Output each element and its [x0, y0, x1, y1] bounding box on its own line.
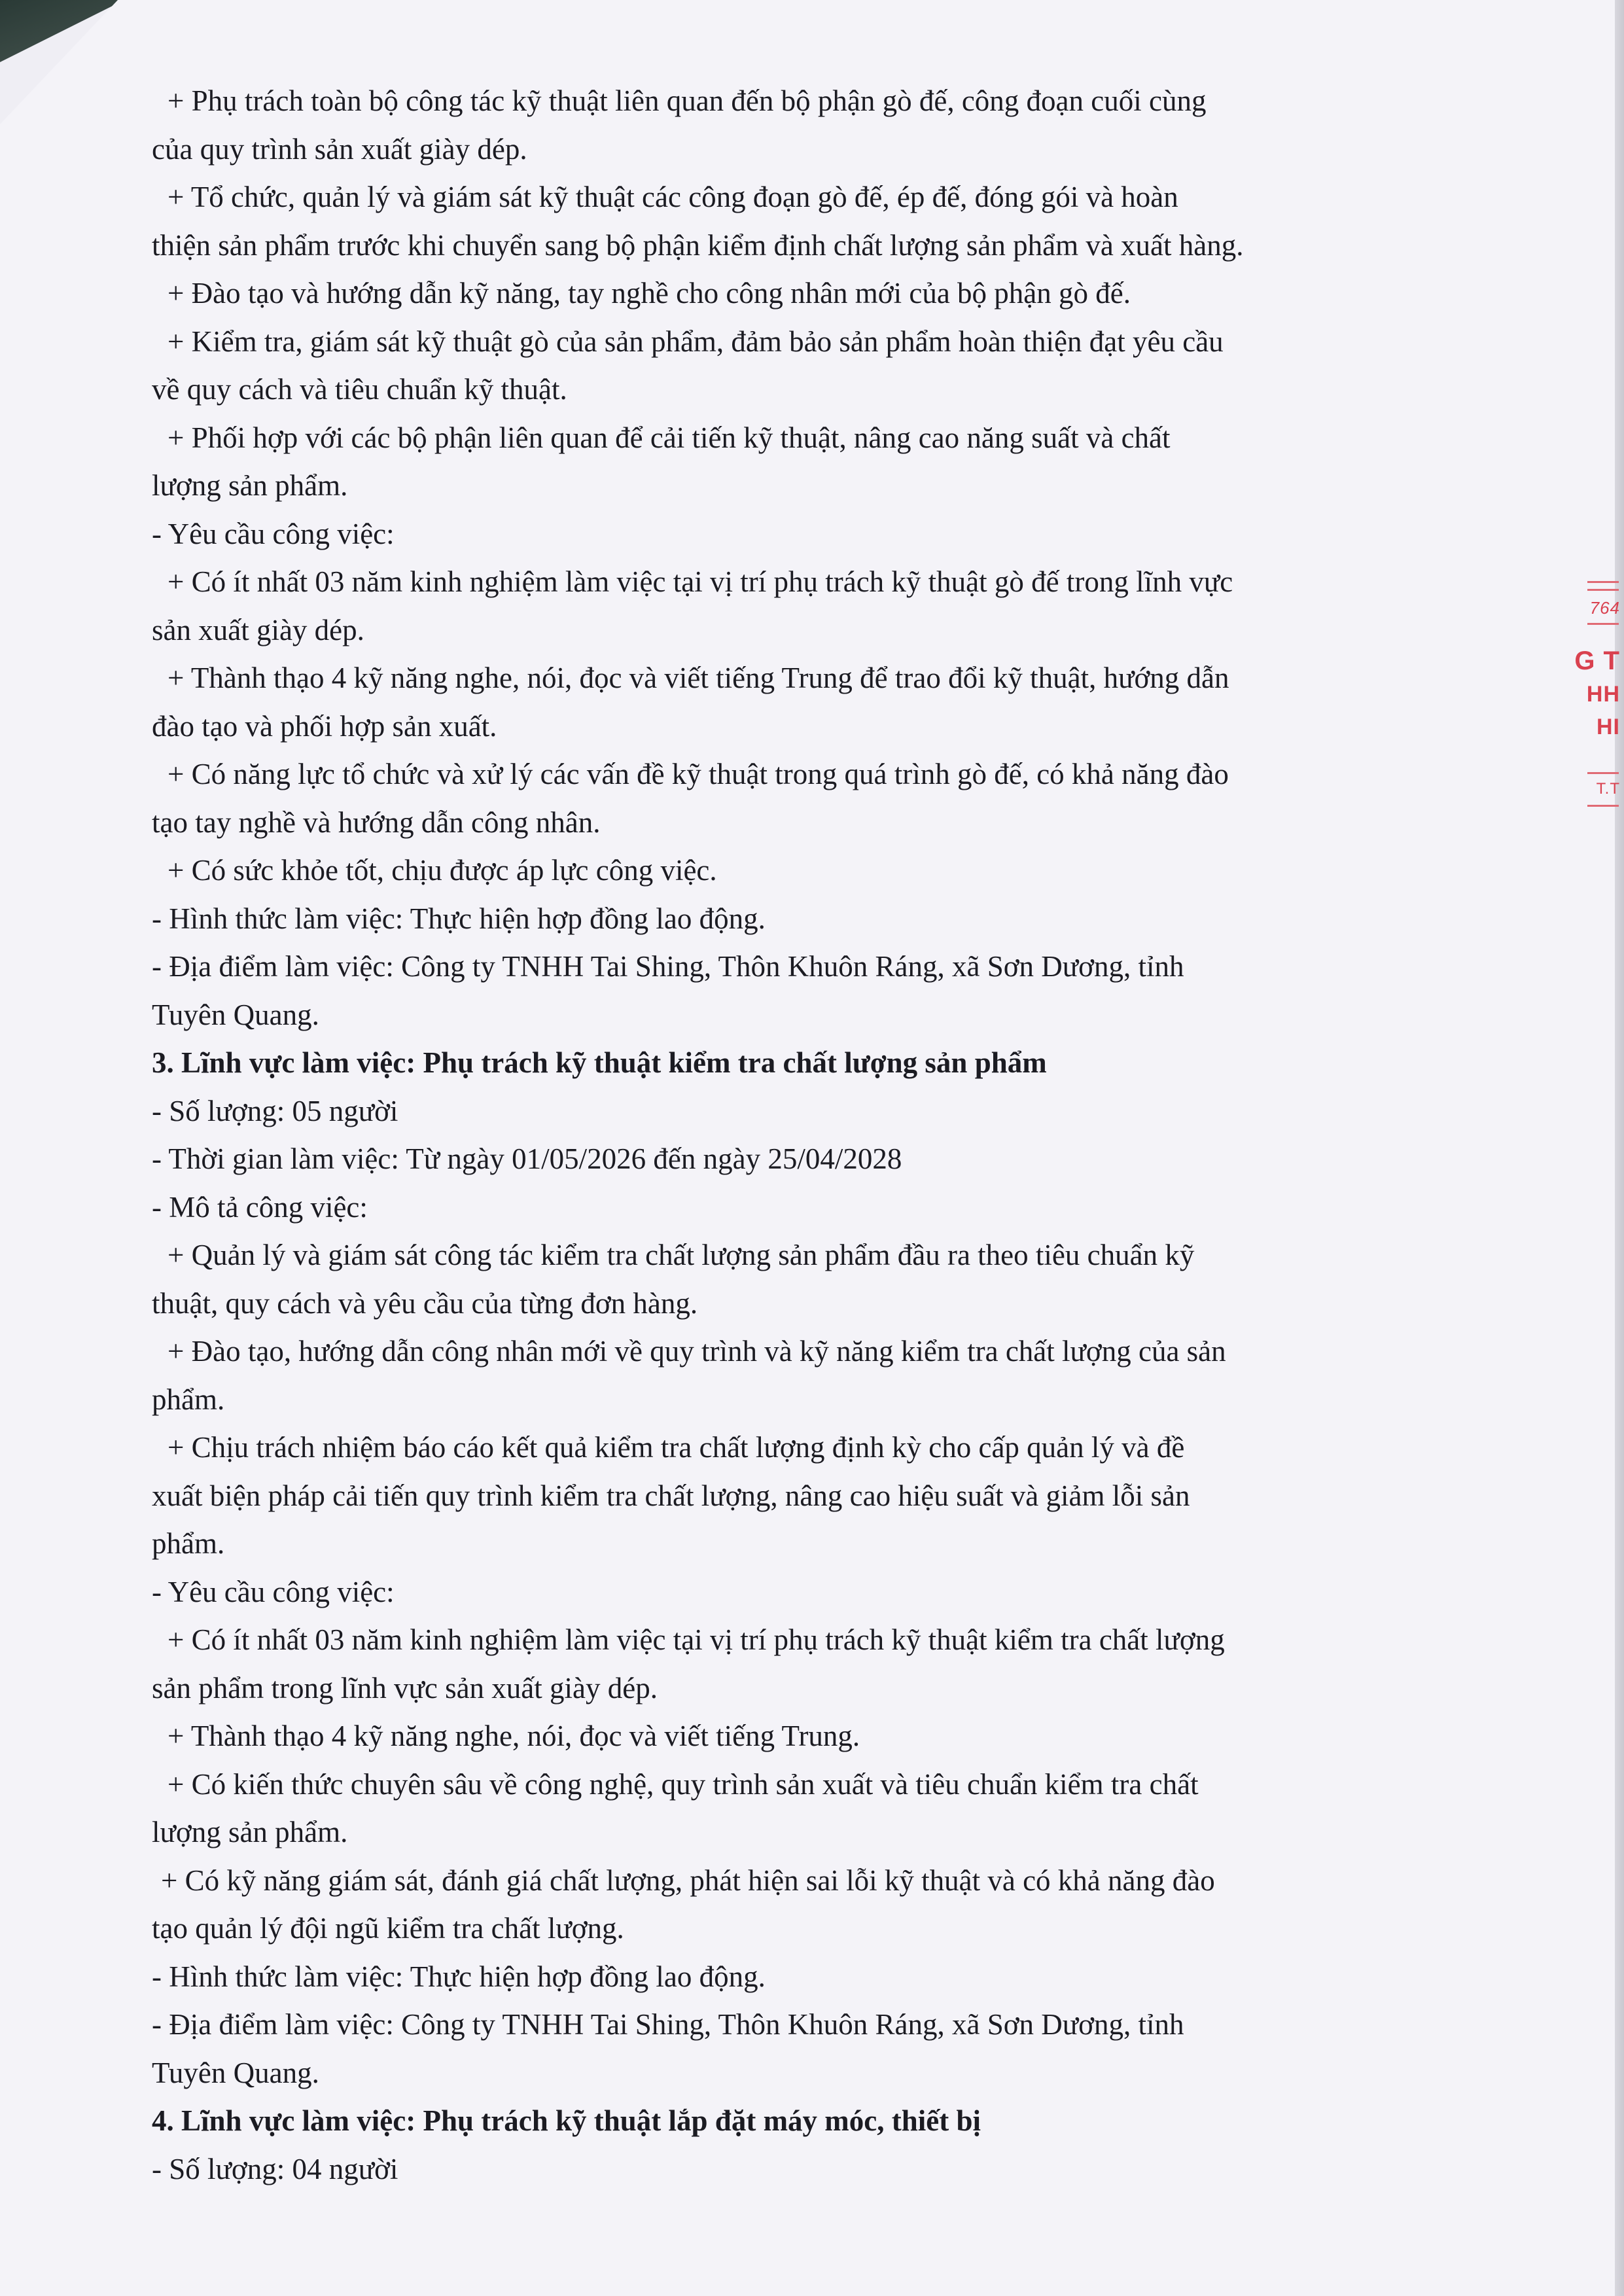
text-line: - Thời gian làm việc: Từ ngày 01/05/2026 đến ngày 25/04/2028	[152, 1142, 902, 1175]
stamp-text: T.T	[1596, 780, 1620, 798]
stamp-rule	[1587, 772, 1619, 774]
text-line: của quy trình sản xuất giày dép.	[152, 132, 527, 166]
text-line: - Hình thức làm việc: Thực hiện hợp đồng lao động.	[152, 902, 766, 935]
text-line: + Phối hợp với các bộ phận liên quan để cải tiến kỹ thuật, nâng cao năng suất và chất	[168, 421, 1171, 454]
text-line: lượng sản phẩm.	[152, 1816, 348, 1848]
text-line: phẩm.	[152, 1527, 225, 1560]
stamp-text: HI	[1597, 715, 1620, 739]
page-edge-shadow	[1615, 0, 1624, 2296]
text-line: sản phẩm trong lĩnh vực sản xuất giày dép.	[152, 1671, 658, 1704]
red-stamp-fragment	[1574, 576, 1624, 877]
text-line: + Kiểm tra, giám sát kỹ thuật gò của sản phẩm, đảm bảo sản phẩm hoàn thiện đạt yêu cầu	[168, 325, 1224, 358]
document-body	[152, 77, 1487, 2193]
text-line: - Hình thức làm việc: Thực hiện hợp đồng lao động.	[152, 1960, 766, 1993]
text-line: đào tạo và phối hợp sản xuất.	[152, 709, 497, 743]
text-line: tạo quản lý đội ngũ kiểm tra chất lượng.	[152, 1912, 624, 1945]
stamp-rule	[1587, 805, 1619, 807]
text-line: + Thành thạo 4 kỹ năng nghe, nói, đọc và viết tiếng Trung để trao đổi kỹ thuật, hướng dẫn	[168, 662, 1229, 694]
stamp-text: G T	[1574, 646, 1620, 675]
stamp-text: 764	[1589, 598, 1620, 618]
stamp-rule	[1587, 623, 1619, 625]
text-line: - Số lượng: 05 người	[152, 1094, 398, 1127]
text-line: - Mô tả công việc:	[152, 1190, 368, 1224]
text-line: - Yêu cầu công việc:	[152, 517, 395, 550]
text-line: sản xuất giày dép.	[152, 613, 364, 646]
text-line: - Địa điểm làm việc: Công ty TNHH Tai Shing, Thôn Khuôn Ráng, xã Sơn Dương, tỉnh	[152, 950, 1184, 983]
text-line: lượng sản phẩm.	[152, 469, 348, 502]
text-line: + Có năng lực tổ chức và xử lý các vấn đề kỹ thuật trong quá trình gò đế, có khả năng đào	[168, 758, 1229, 790]
text-line: + Chịu trách nhiệm báo cáo kết quả kiểm tra chất lượng định kỳ cho cấp quản lý và đề	[168, 1431, 1185, 1464]
text-line: + Có ít nhất 03 năm kinh nghiệm làm việc tại vị trí phụ trách kỹ thuật gò đế trong lĩnh vực	[168, 565, 1233, 598]
text-line: + Phụ trách toàn bộ công tác kỹ thuật liên quan đến bộ phận gò đế, công đoạn cuối cùng	[168, 84, 1207, 117]
text-line: thiện sản phẩm trước khi chuyển sang bộ phận kiểm định chất lượng sản phẩm và xuất hàng.	[152, 228, 1244, 262]
text-line: + Đào tạo, hướng dẫn công nhân mới về quy trình và kỹ năng kiểm tra chất lượng của sản	[168, 1335, 1226, 1368]
text-line: Tuyên Quang.	[152, 2056, 319, 2089]
text-line: thuật, quy cách và yêu cầu của từng đơn hàng.	[152, 1286, 698, 1320]
text-line: - Yêu cầu công việc:	[152, 1575, 395, 1608]
text-line: + Quản lý và giám sát công tác kiểm tra chất lượng sản phẩm đầu ra theo tiêu chuẩn kỹ	[168, 1239, 1195, 1271]
text-line: phẩm.	[152, 1383, 225, 1416]
section-heading: 4. Lĩnh vực làm việc: Phụ trách kỹ thuật lắp đặt máy móc, thiết bị	[152, 2104, 981, 2137]
text-line: + Tổ chức, quản lý và giám sát kỹ thuật các công đoạn gò đế, ép đế, đóng gói và hoàn	[168, 181, 1178, 213]
text-line: + Có ít nhất 03 năm kinh nghiệm làm việc tại vị trí phụ trách kỹ thuật kiểm tra chất lượng	[168, 1623, 1225, 1656]
text-line: Tuyên Quang.	[152, 998, 319, 1031]
stamp-text: HH	[1586, 682, 1620, 707]
stamp-rule	[1587, 589, 1619, 591]
text-line: + Đào tạo và hướng dẫn kỹ năng, tay nghề cho công nhân mới của bộ phận gò đế.	[168, 277, 1131, 309]
text-line: - Địa điểm làm việc: Công ty TNHH Tai Shing, Thôn Khuôn Ráng, xã Sơn Dương, tỉnh	[152, 2008, 1184, 2041]
section-heading: 3. Lĩnh vực làm việc: Phụ trách kỹ thuật kiểm tra chất lượng sản phẩm	[152, 1046, 1047, 1079]
text-line: xuất biện pháp cải tiến quy trình kiểm tra chất lượng, nâng cao hiệu suất và giảm lỗi sản	[152, 1479, 1190, 1512]
text-line: + Có sức khỏe tốt, chịu được áp lực công việc.	[168, 854, 717, 887]
stamp-rule	[1587, 581, 1619, 583]
text-line: về quy cách và tiêu chuẩn kỹ thuật.	[152, 373, 567, 406]
text-line: + Có kỹ năng giám sát, đánh giá chất lượng, phát hiện sai lỗi kỹ thuật và có khả năng đào	[161, 1863, 1215, 1897]
text-line: tạo tay nghề và hướng dẫn công nhân.	[152, 805, 601, 839]
text-line: - Số lượng: 04 người	[152, 2152, 398, 2185]
text-line: + Thành thạo 4 kỹ năng nghe, nói, đọc và viết tiếng Trung.	[168, 1720, 860, 1752]
text-line: + Có kiến thức chuyên sâu về công nghệ, quy trình sản xuất và tiêu chuẩn kiểm tra chất	[168, 1767, 1199, 1801]
